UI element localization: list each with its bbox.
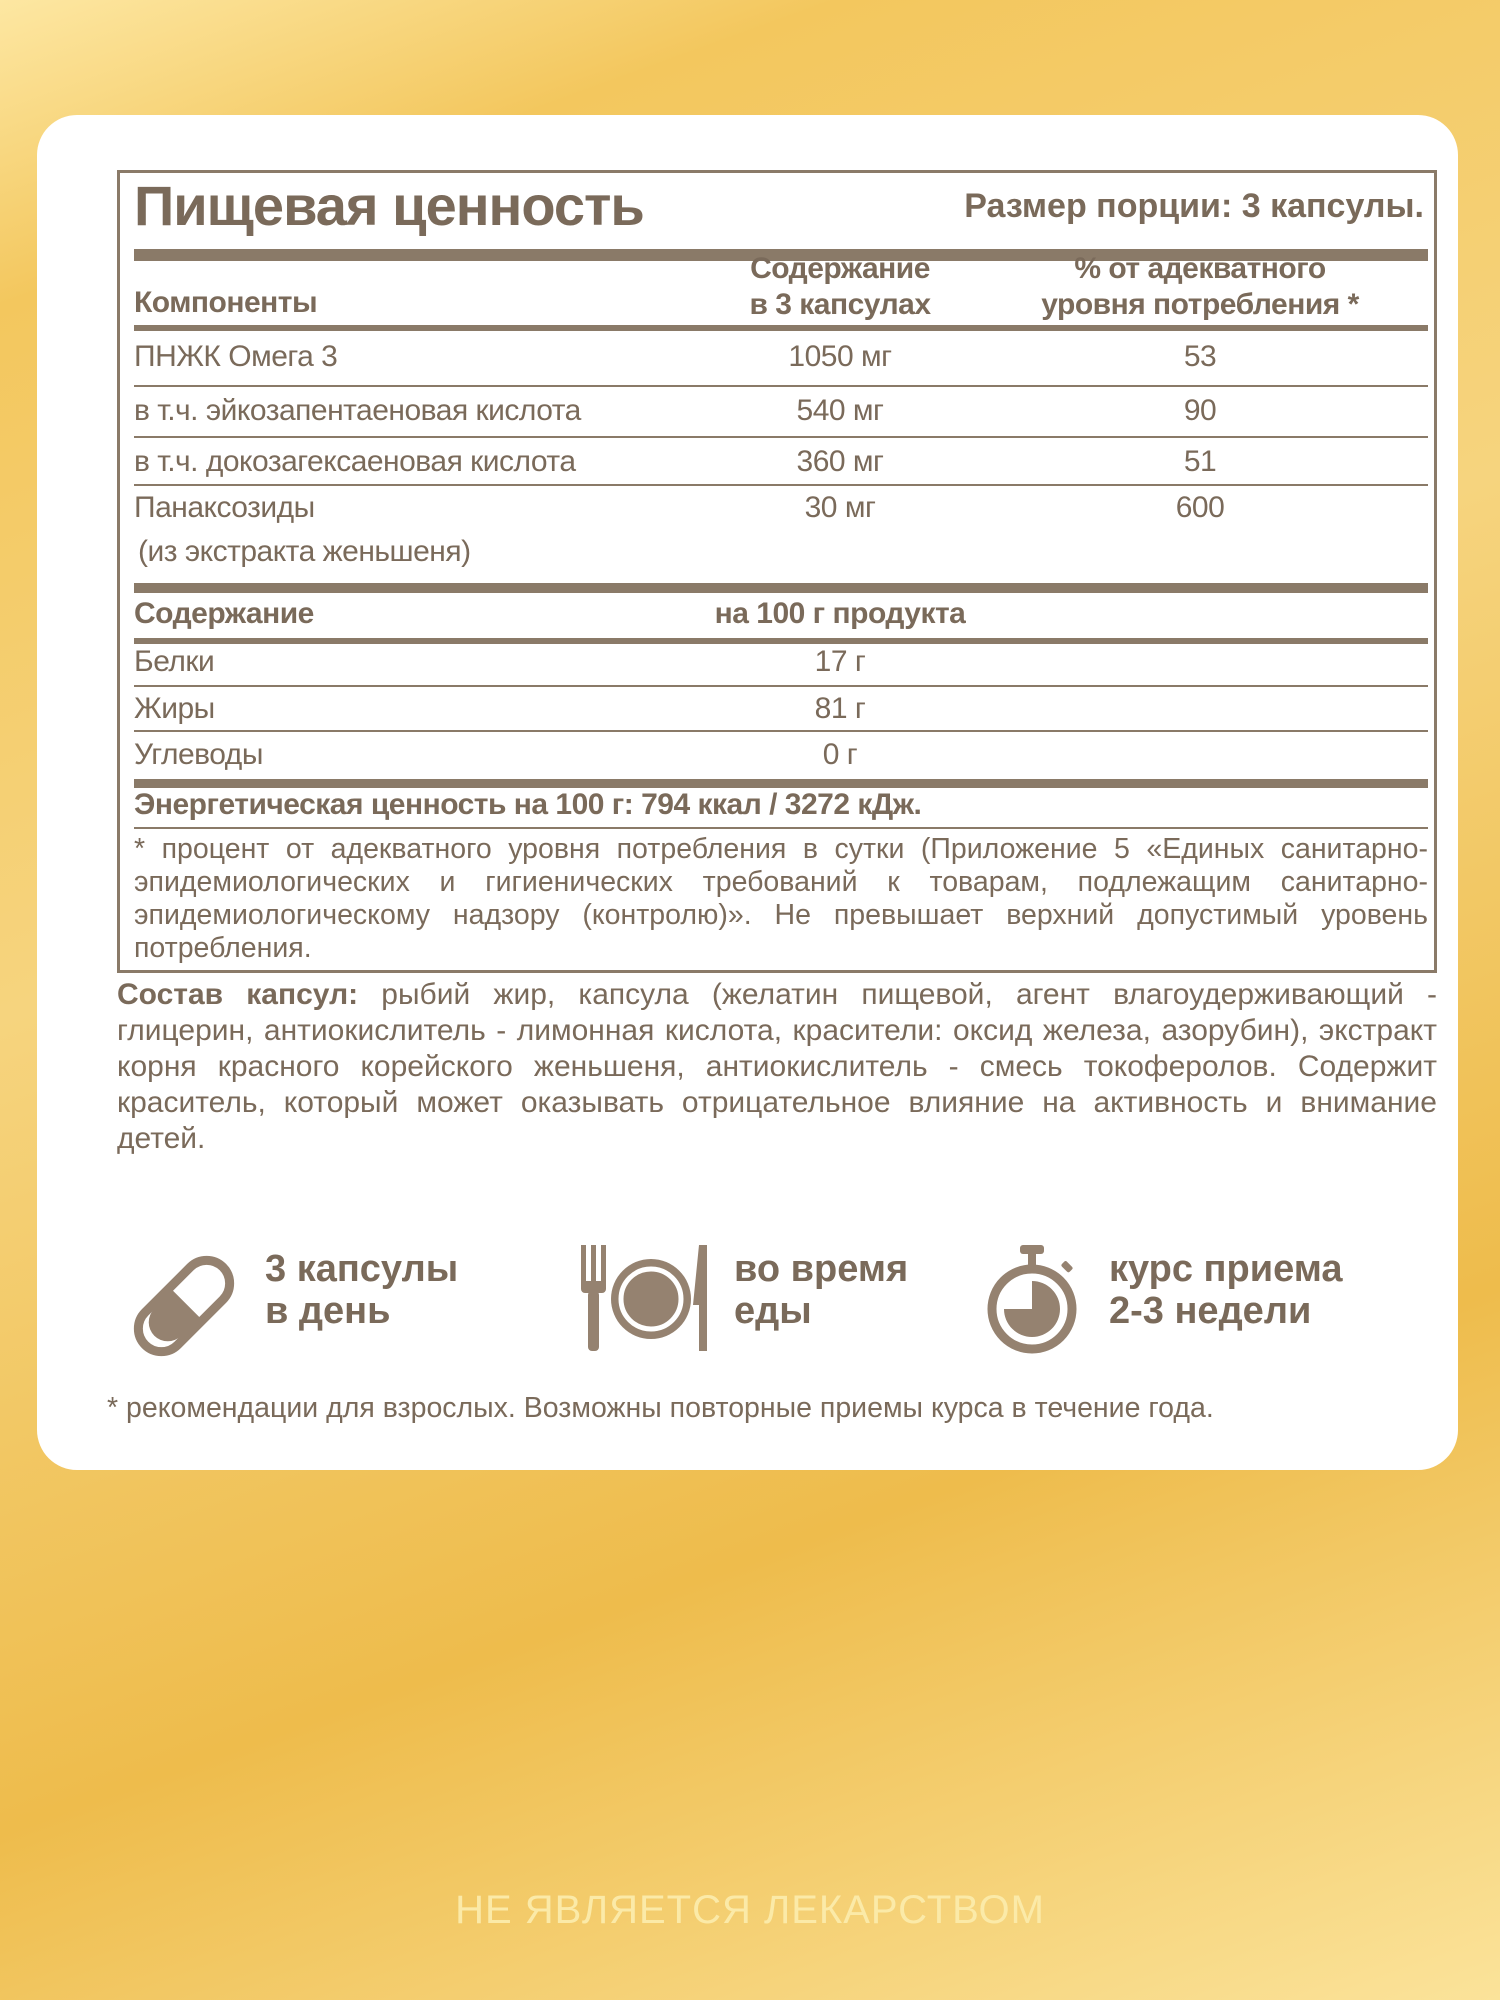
- per100-value: 81 г: [814, 692, 866, 725]
- per100-value: 0 г: [822, 738, 858, 771]
- header-content: Содержание в 3 капсулах: [749, 252, 931, 321]
- dosage-text: курс приема 2-3 недели: [1109, 1248, 1343, 1332]
- per100-name: Жиры: [134, 692, 215, 725]
- serving-size: Размер порции: 3 капсулы.: [964, 187, 1424, 225]
- row-name: в т.ч. эйкозапентаеновая кислота: [134, 394, 581, 427]
- footnote: * процент от адекватного уровня потребления в сутки (Приложение 5 «Единых санитарно-эпидемиологических и гигиенических требований к товарам, подлежащим санитарно-эпидемиологическому надзору (контролю)». Не превышает верхний допустимый уровень потребления.: [134, 833, 1428, 964]
- panel-title: Пищевая ценность: [134, 174, 644, 237]
- divider: [134, 685, 1428, 687]
- header-components: Компоненты: [134, 286, 318, 319]
- header-percent: % от адекватного уровня потребления *: [1041, 252, 1359, 321]
- divider: [134, 436, 1428, 438]
- divider: [134, 583, 1428, 593]
- not-a-medicine-disclaimer: НЕ ЯВЛЯЕТСЯ ЛЕКАРСТВОМ: [455, 1888, 1045, 1932]
- divider: [134, 325, 1428, 331]
- info-card: [37, 115, 1458, 1470]
- row-percent: 51: [1183, 445, 1217, 478]
- per100-name: Белки: [134, 645, 215, 678]
- row-amount: 360 мг: [796, 445, 884, 478]
- divider: [134, 730, 1428, 732]
- divider: [134, 638, 1428, 644]
- per100-name: Углеводы: [134, 738, 263, 771]
- row-name: ПНЖК Омега 3: [134, 340, 338, 373]
- per100-header-label: Содержание: [134, 597, 314, 630]
- stopwatch-icon: [984, 1243, 1080, 1357]
- per100-value: 17 г: [814, 645, 866, 678]
- row-name-note: (из экстракта женьшеня): [138, 535, 471, 568]
- row-amount: 540 мг: [796, 394, 884, 427]
- per100-header-value: на 100 г продукта: [714, 597, 966, 630]
- divider: [134, 484, 1428, 486]
- nutrition-facts-panel: [117, 170, 1437, 973]
- row-amount: 30 мг: [804, 491, 876, 524]
- row-percent: 90: [1183, 394, 1217, 427]
- composition-text: рыбий жир, капсула (желатин пищевой, агент влагоудерживающий - глицерин, антиокислитель - лимонная кислота, красители: оксид железа, азорубин), экстракт корня красного корейского женьшеня, антиокислитель - смесь токоферолов. Содержит краситель, который может оказывать отрицательное влияние на активность и внимание детей.: [117, 978, 1437, 1155]
- recommendation-note: * рекомендации для взрослых. Возможны повторные приемы курса в течение года.: [107, 1392, 1214, 1424]
- row-amount: 1050 мг: [788, 340, 892, 373]
- plate-cutlery-icon: [577, 1243, 717, 1355]
- composition-label: Состав капсул:: [117, 978, 359, 1011]
- row-name: Панаксозиды: [134, 491, 315, 524]
- divider: [134, 385, 1428, 387]
- dosage-text: во время еды: [734, 1248, 909, 1332]
- divider: [134, 779, 1428, 788]
- row-percent: 53: [1183, 340, 1217, 373]
- dosage-text: 3 капсулы в день: [265, 1248, 459, 1332]
- row-name: в т.ч. докозагексаеновая кислота: [134, 445, 576, 478]
- divider: [134, 827, 1428, 829]
- energy-value: Энергетическая ценность на 100 г: 794 ккал / 3272 кДж.: [134, 788, 922, 821]
- capsule-composition: [117, 977, 1437, 1157]
- row-percent: 600: [1175, 491, 1225, 524]
- capsule-icon: [125, 1247, 243, 1365]
